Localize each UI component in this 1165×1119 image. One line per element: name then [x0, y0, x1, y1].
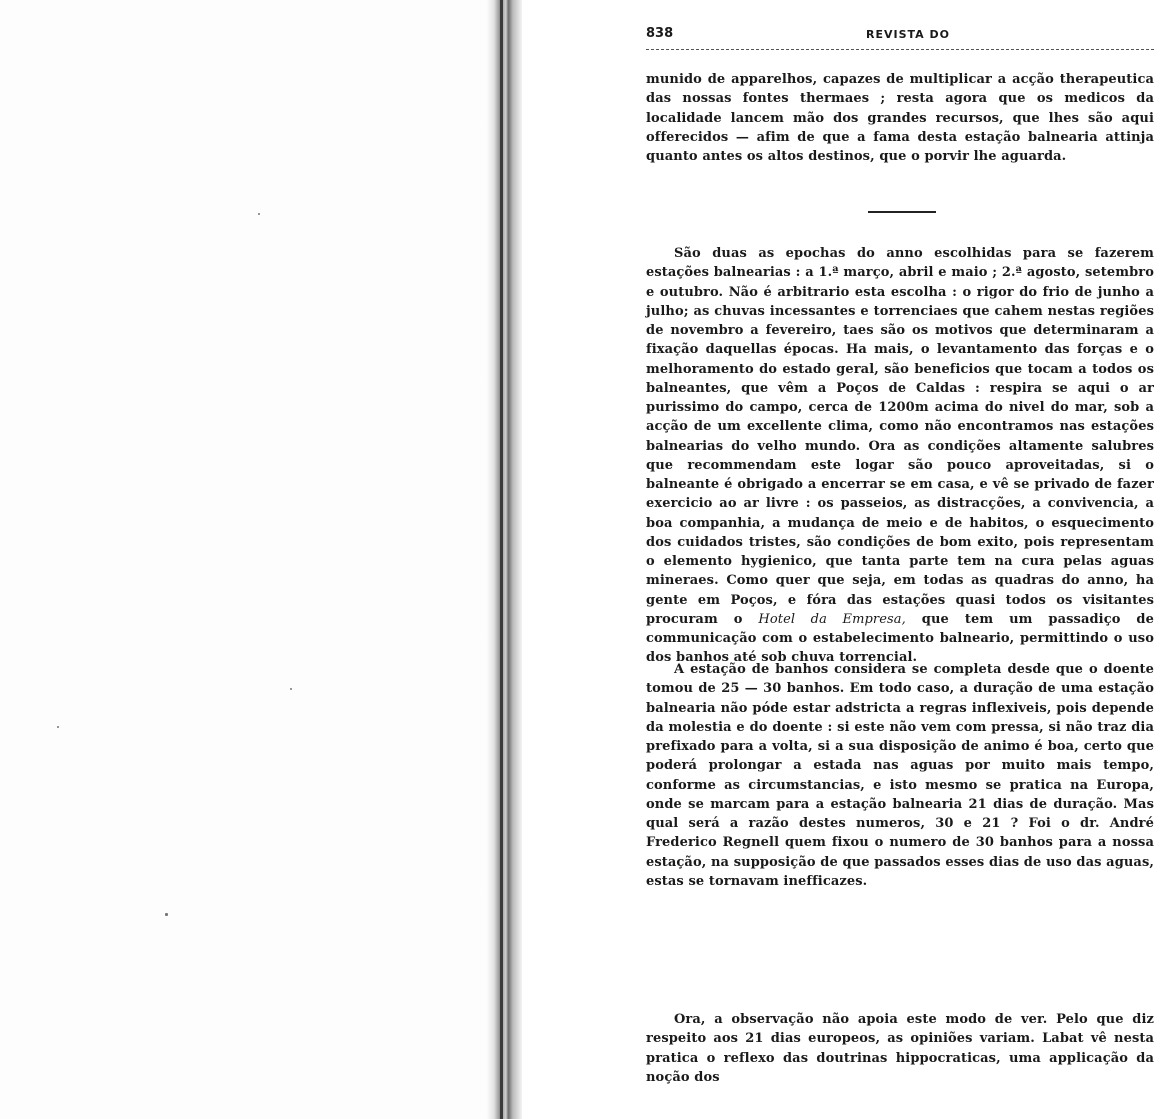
paragraph-observation: Ora, a observação não apoia este modo de ver. Pelo que diz respeito aos 21 dias europeos, as opiniões variam. Labat vê nesta pratica o reflexo das doutrinas hippocraticas, uma applicação da noção dos: [646, 1012, 1154, 1085]
right-page: [522, 0, 1165, 1119]
page-number: 838: [646, 26, 674, 41]
running-title: REVISTA DO: [866, 28, 950, 41]
paper-speck: [290, 688, 292, 690]
book-gutter: [486, 0, 522, 1119]
paper-speck: [57, 726, 59, 728]
paragraph-continuation: munido de apparelhos, capazes de multiplicar a acção therapeutica das nossas fontes thermaes ; resta agora que os medicos da localidade lancem mão dos grandes recursos, que lhes são aqui offerecidos — afim de que a fama desta estação balnearia attinja quanto antes os altos destinos, que o porvir lhe aguarda.: [646, 72, 1154, 164]
paragraph-bath-duration: A estação de banhos considera se completa desde que o doente tomou de 25 — 30 banhos. Em todo caso, a duração de uma estação balnearia não póde estar adstricta a regras inflexiveis, pois depende da molestia e do doente : si este não vem com pressa, si não traz dia prefixado para a volta, si a sua disposição de animo é boa, certo que poderá prolongar a estada nas aguas por muito mais tempo, conforme as circumstancias, e isto mesmo se pratica na Europa, onde se marcam para a estação balnearia 21 dias de duração. Mas qual será a razão destes numeros, 30 e 21 ? Foi o dr. André Frederico Regnell quem fixou o numero de 30 banhos para a nossa estação, na supposição de que passados esses dias de uso das aguas, estas se tornavam inefficazes.: [646, 662, 1154, 889]
paragraph-text: São duas as epochas do anno escolhidas para se fazerem estações balnearias : a 1.ª março, abril e maio ; 2.ª agosto, setembro e outubro. Não é arbitrario esta escolha : o rigor do frio de junho a julho; as chuvas incessantes e torrenciaes que cahem nestas regiões de novembro a fevereiro, taes são os motivos que determinaram a fixação daquellas épocas. Ha mais, o levantamento das forças e o melhoramento do estado geral, são beneficios que tocam a todos os balneantes, que vêm a Poços de Caldas : respira se aqui o ar purissimo do campo, cerca de 1200m acima do nivel do mar, sob a acção de um excellente clima, como não encontramos nas estações balnearias do velho mundo. Ora as condições altamente salubres que recommendam este logar são pouco aproveitadas, si o balneante é obrigado a encerrar se em casa, e vê se privado de fazer exercicio ao ar livre : os passeios, as distracções, a convivencia, a boa companhia, a mudança de meio e de habitos, o esquecimento dos cuidados tristes, são condições de bom exito, pois representam o elemento hygienico, que tanta parte tem na cura pelas aguas mineraes. Como quer que seja, em todas as quadras do anno, ha gente em Poços, e fóra das estações quasi todos os visitantes procuram o: [646, 246, 1154, 627]
page-header: [646, 26, 1156, 48]
paragraph-text-tail: que tem um passadiço de communicação com o estabelecimento balneario, permittindo o uso dos banhos até sob chuva torrencial.: [646, 611, 1154, 666]
section-divider: [868, 211, 936, 213]
hotel-name: Hotel da Empresa,: [758, 611, 906, 627]
paragraph-bathing-seasons: [646, 244, 1154, 668]
gutter-edge: [500, 0, 503, 1119]
left-page-blank: [0, 0, 500, 1119]
paper-speck: [165, 913, 168, 916]
paper-speck: [258, 213, 260, 215]
header-rule: [646, 49, 1154, 50]
